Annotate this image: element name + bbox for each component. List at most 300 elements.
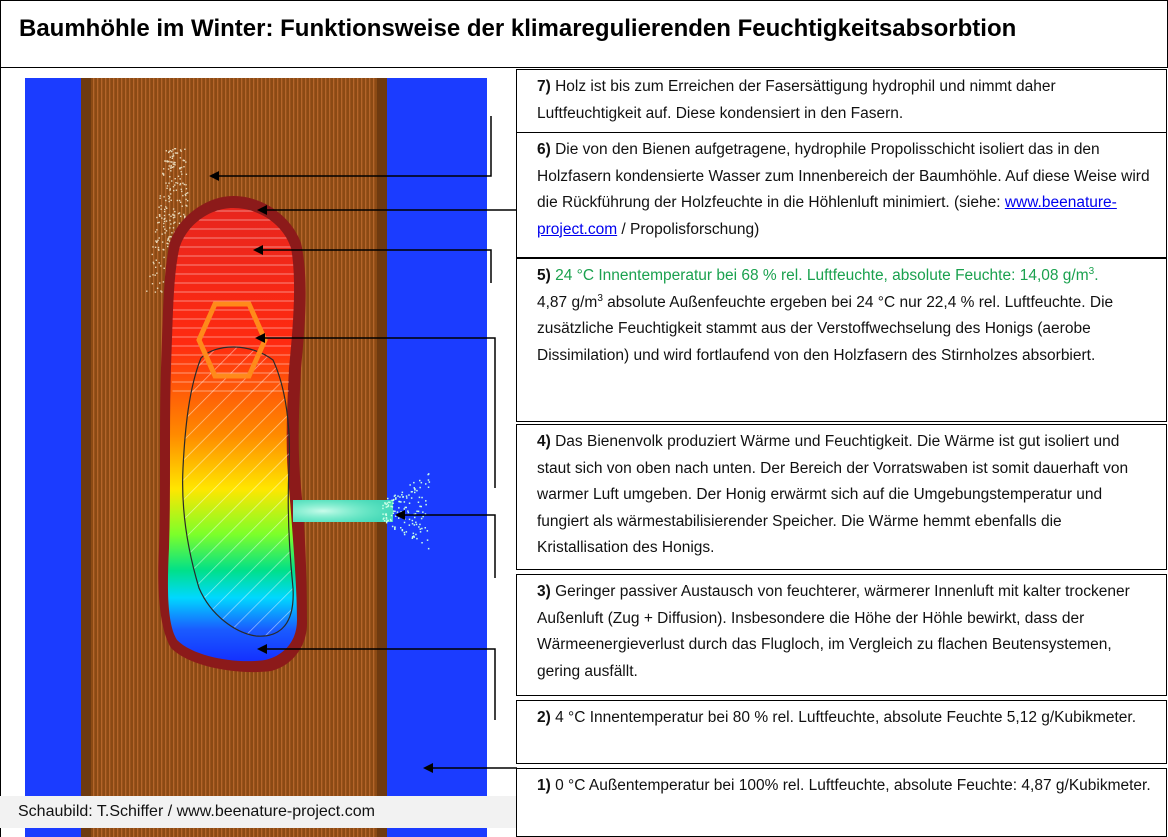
spray-speck <box>386 517 388 519</box>
spray-speck <box>412 536 414 538</box>
spray-speck <box>402 496 404 498</box>
callout-box-1 <box>516 768 1167 837</box>
moisture-speck <box>185 184 186 185</box>
moisture-speck <box>174 215 175 216</box>
moisture-speck <box>167 185 168 186</box>
spray-speck <box>425 504 427 506</box>
spray-speck <box>422 516 424 518</box>
spray-speck <box>420 531 422 533</box>
moisture-speck <box>159 282 160 283</box>
spray-speck <box>421 506 423 508</box>
moisture-speck <box>172 214 173 215</box>
callout-text: Die von den Bienen aufgetragene, hydrophile Propolisschicht isoliert das in den Holzfasern kondensierte Wasser zum Innenbereich der Baumhöhle. Auf diese Weise wird die Rückführung der Holzfeuchte in die Höhlenluft minimiert. (siehe: <box>537 141 1150 211</box>
moisture-speck <box>163 226 164 227</box>
spray-speck <box>418 502 420 504</box>
moisture-speck <box>159 198 160 199</box>
moisture-speck <box>155 267 156 268</box>
moisture-speck <box>181 189 182 190</box>
callout-number: 5) <box>537 267 551 284</box>
spray-speck <box>392 506 394 508</box>
spray-speck <box>382 505 384 507</box>
spray-speck <box>419 524 421 526</box>
moisture-speck <box>181 191 182 192</box>
spray-speck <box>425 527 427 529</box>
moisture-speck <box>162 173 163 174</box>
moisture-speck <box>186 193 187 194</box>
moisture-speck <box>186 188 187 189</box>
moisture-speck <box>180 149 181 150</box>
moisture-speck <box>171 200 172 201</box>
moisture-speck <box>160 205 161 206</box>
spray-speck <box>387 520 389 522</box>
moisture-speck <box>185 205 186 206</box>
moisture-speck <box>179 200 180 201</box>
spray-speck <box>384 520 386 522</box>
moisture-speck <box>167 240 168 241</box>
spray-speck <box>419 480 421 482</box>
spray-speck <box>409 519 411 521</box>
moisture-speck <box>176 190 177 191</box>
moisture-speck <box>174 211 175 212</box>
moisture-speck <box>156 241 157 242</box>
spray-speck <box>394 511 396 512</box>
callout-text: 0 °C Außentemperatur bei 100% rel. Luftfeuchte, absolute Feuchte: 4,87 g/Kubikmeter. <box>555 777 1151 794</box>
moisture-speck <box>169 240 170 241</box>
moisture-speck <box>156 273 157 274</box>
spray-speck <box>392 503 394 505</box>
spray-speck <box>401 494 403 496</box>
callout-text: Geringer passiver Austausch von feuchterer, wärmerer Innenluft mit kalter trockener Außenluft (Zug + Diffusion). Insbesondere die Höhe der Höhle bewirkt, dass der Wärmeenergieverlust durch das Flugloch, im Vergleich zu flachen Beutensystemen, gering ausfällt. <box>537 583 1130 680</box>
spray-speck <box>393 510 395 512</box>
spray-speck <box>409 484 411 486</box>
spray-speck <box>419 497 421 499</box>
moisture-speck <box>168 198 169 199</box>
moisture-speck <box>158 247 159 248</box>
moisture-speck <box>152 283 153 284</box>
moisture-speck <box>159 262 160 263</box>
spray-speck <box>420 528 422 530</box>
spray-speck <box>386 518 388 520</box>
moisture-speck <box>180 178 181 179</box>
spray-speck <box>414 492 416 494</box>
moisture-speck <box>146 291 147 292</box>
moisture-speck <box>187 200 188 201</box>
spray-speck <box>428 487 430 489</box>
beenature-link[interactable]: www.beenature-project.com <box>537 194 1117 238</box>
spray-speck <box>391 515 393 517</box>
moisture-speck <box>163 257 164 258</box>
moisture-speck <box>160 265 161 266</box>
moisture-speck <box>180 216 181 217</box>
inner-climate-value: 24 °C Innentemperatur bei 68 % rel. Luftfeuchte, absolute Feuchte: 14,08 g/m <box>555 267 1089 284</box>
moisture-speck <box>180 202 181 203</box>
moisture-speck <box>165 206 166 207</box>
moisture-speck <box>184 216 185 217</box>
moisture-speck <box>187 192 188 193</box>
moisture-speck <box>182 206 183 207</box>
spray-speck <box>394 495 396 497</box>
moisture-speck <box>170 216 171 217</box>
moisture-speck <box>164 209 165 210</box>
illustration-panel <box>0 68 517 837</box>
moisture-speck <box>153 263 154 264</box>
moisture-speck <box>155 291 156 292</box>
moisture-speck <box>164 232 165 233</box>
spray-speck <box>398 517 400 519</box>
spray-speck <box>418 526 420 528</box>
moisture-speck <box>155 231 156 232</box>
moisture-speck <box>156 229 157 230</box>
moisture-speck <box>181 151 182 152</box>
spray-speck <box>404 508 406 510</box>
spray-speck <box>385 514 387 516</box>
spray-speck <box>402 492 404 494</box>
moisture-speck <box>173 208 174 209</box>
inner-climate-text <box>555 267 1098 284</box>
moisture-speck <box>166 150 167 151</box>
moisture-speck <box>168 238 169 239</box>
moisture-speck <box>163 249 164 250</box>
spray-speck <box>425 500 427 502</box>
spray-speck <box>408 494 410 496</box>
title-bar <box>0 0 1168 68</box>
moisture-speck <box>183 160 184 161</box>
callout-number: 1) <box>537 777 551 794</box>
moisture-speck <box>175 182 176 183</box>
callout-text <box>537 294 1113 364</box>
moisture-speck <box>174 148 175 149</box>
moisture-speck <box>173 190 174 191</box>
moisture-speck <box>181 167 182 168</box>
moisture-speck <box>166 208 167 209</box>
spray-speck <box>392 526 394 528</box>
callout-text-rest: absolute Außenfeuchte ergeben bei 24 °C nur 22,4 % rel. Luftfeuchte. Die zusätzliche Feuchtigkeit stammt aus der Verstoffwechselung des Honigs (aerobe Dissimilation) und wird fortlaufend von den Holzfasern des Stirnholzes absorbiert. <box>537 293 1114 364</box>
spray-speck <box>421 528 423 530</box>
moisture-speck <box>179 184 180 185</box>
moisture-speck <box>173 217 174 218</box>
spray-speck <box>391 500 393 502</box>
moisture-speck <box>182 195 183 196</box>
moisture-speck <box>171 165 172 166</box>
spray-speck <box>425 483 427 485</box>
spray-speck <box>411 497 413 499</box>
moisture-speck <box>168 161 169 162</box>
moisture-speck <box>164 215 165 216</box>
spray-speck <box>384 502 386 504</box>
callout-text-end: / Propolisforschung) <box>617 220 760 238</box>
moisture-speck <box>164 221 165 222</box>
moisture-speck <box>155 247 156 248</box>
moisture-speck <box>167 243 168 244</box>
spray-speck <box>390 519 392 521</box>
unit-superscript: 3 <box>597 292 603 304</box>
spray-speck <box>386 506 388 508</box>
spray-speck <box>414 536 416 538</box>
moisture-speck <box>171 232 172 233</box>
spray-speck <box>409 524 411 526</box>
spray-speck <box>421 518 423 520</box>
outside-humidity-value: 4,87 g/m <box>537 293 598 311</box>
moisture-speck <box>163 281 164 282</box>
moisture-speck <box>165 182 166 183</box>
spray-speck <box>416 490 418 492</box>
spray-speck <box>388 504 390 506</box>
spray-speck <box>387 498 389 500</box>
moisture-speck <box>163 223 164 224</box>
spray-speck <box>429 481 431 483</box>
moisture-speck <box>170 168 171 169</box>
moisture-speck <box>163 196 164 197</box>
spray-speck <box>406 497 408 499</box>
spray-speck <box>397 511 399 513</box>
moisture-speck <box>179 212 180 213</box>
spray-speck <box>404 501 406 503</box>
spray-speck <box>416 538 418 540</box>
moisture-speck <box>160 195 161 196</box>
moisture-speck <box>169 151 170 152</box>
bark-left <box>81 78 91 837</box>
spray-speck <box>418 511 420 512</box>
moisture-speck <box>184 149 185 150</box>
tree-cavity-illustration <box>1 68 517 837</box>
moisture-speck <box>158 250 159 251</box>
moisture-speck <box>179 223 180 224</box>
spray-speck <box>407 510 409 512</box>
inner-climate-end: . <box>1094 267 1099 284</box>
moisture-speck <box>157 222 158 223</box>
moisture-speck <box>170 170 171 171</box>
callout-number: 3) <box>537 583 551 600</box>
spray-speck <box>399 496 401 498</box>
callout-number: 4) <box>537 433 551 450</box>
spray-speck <box>395 498 397 500</box>
callout-text: 4 °C Innentemperatur bei 80 % rel. Luftfeuchte, absolute Feuchte 5,12 g/Kubikmeter. <box>555 709 1137 726</box>
spray-speck <box>415 522 417 524</box>
moisture-speck <box>160 290 161 291</box>
unit-superscript: 3 <box>1088 265 1095 277</box>
moisture-speck <box>183 214 184 215</box>
moisture-speck <box>169 165 170 166</box>
spray-speck <box>404 534 406 536</box>
spray-speck <box>405 507 407 509</box>
moisture-speck <box>169 189 170 190</box>
moisture-speck <box>152 246 153 247</box>
spray-speck <box>382 508 384 510</box>
moisture-speck <box>157 288 158 289</box>
spray-speck <box>412 538 414 540</box>
moisture-speck <box>159 216 160 217</box>
moisture-speck <box>173 223 174 224</box>
spray-speck <box>404 532 406 534</box>
spray-speck <box>414 488 416 490</box>
moisture-speck <box>155 275 156 276</box>
moisture-speck <box>181 171 182 172</box>
moisture-speck <box>169 214 170 215</box>
moisture-speck <box>168 236 169 237</box>
spray-speck <box>404 522 406 524</box>
moisture-speck <box>166 230 167 231</box>
moisture-speck <box>166 220 167 221</box>
moisture-speck <box>158 207 159 208</box>
moisture-speck <box>169 227 170 228</box>
spray-speck <box>416 524 418 526</box>
callout-text: Das Bienenvolk produziert Wärme und Feuchtigkeit. Die Wärme ist gut isoliert und staut sich von oben nach unten. Der Bereich der Vorratswaben ist somit dauerhaft von warmer Luft umgeben. Der Honig erwärmt sich auf die Umgebungstemperatur und fungiert als wärmestabilisierender Speicher. Die Wärme hemmt ebenfalls die Kristallisation des Honigs. <box>537 433 1129 556</box>
moisture-speck <box>164 218 165 219</box>
moisture-speck <box>177 183 178 184</box>
moisture-speck <box>173 164 174 165</box>
moisture-speck <box>178 176 179 177</box>
spray-speck <box>397 495 399 497</box>
moisture-speck <box>172 158 173 159</box>
spray-speck <box>393 499 395 501</box>
spray-speck <box>421 542 423 544</box>
spray-speck <box>395 515 397 517</box>
moisture-speck <box>157 240 158 241</box>
spray-speck <box>419 487 421 489</box>
moisture-speck <box>175 178 176 179</box>
moisture-speck <box>179 168 180 169</box>
moisture-speck <box>185 199 186 200</box>
image-credit: Schaubild: T.Schiffer / www.beenature-project.com <box>0 796 516 828</box>
spray-speck <box>411 491 413 493</box>
callout-number: 7) <box>537 78 551 95</box>
spray-speck <box>382 513 384 515</box>
spray-speck <box>400 527 402 529</box>
moisture-speck <box>161 217 162 218</box>
spray-speck <box>413 533 415 535</box>
moisture-speck <box>153 262 154 263</box>
spray-speck <box>412 523 414 525</box>
moisture-speck <box>177 200 178 201</box>
moisture-speck <box>169 220 170 221</box>
moisture-speck <box>182 183 183 184</box>
spray-speck <box>402 530 404 532</box>
moisture-speck <box>185 195 186 196</box>
moisture-speck <box>185 161 186 162</box>
moisture-speck <box>168 183 169 184</box>
spray-speck <box>428 479 430 481</box>
callout-text: Holz ist bis zum Erreichen der Fasersättigung hydrophil und nimmt daher Luftfeuchtigkeit auf. Diese kondensiert in den Fasern. <box>537 78 1056 122</box>
moisture-speck <box>169 176 170 177</box>
moisture-speck <box>176 152 177 153</box>
moisture-speck <box>159 222 160 223</box>
spray-speck <box>393 513 395 515</box>
moisture-speck <box>159 214 160 215</box>
moisture-speck <box>169 201 170 202</box>
callout-number: 2) <box>537 709 551 726</box>
moisture-speck <box>181 174 182 175</box>
callout-box-2 <box>516 700 1167 764</box>
entrance-airflow <box>293 500 393 522</box>
moisture-speck <box>171 180 172 181</box>
moisture-speck <box>152 274 153 275</box>
spray-speck <box>409 503 411 505</box>
spray-speck <box>413 482 415 484</box>
spray-speck <box>398 507 400 509</box>
moisture-speck <box>165 200 166 201</box>
moisture-speck <box>170 193 171 194</box>
spray-speck <box>427 539 429 541</box>
spray-speck <box>408 512 410 514</box>
spray-speck <box>387 502 389 504</box>
moisture-speck <box>164 211 165 212</box>
spray-speck <box>421 482 423 484</box>
moisture-speck <box>172 167 173 168</box>
spray-speck <box>421 497 423 499</box>
moisture-speck <box>167 246 168 247</box>
spray-speck <box>394 529 396 531</box>
moisture-speck <box>180 157 181 158</box>
moisture-speck <box>173 166 174 167</box>
moisture-speck <box>162 233 163 234</box>
moisture-speck <box>171 151 172 152</box>
spray-speck <box>386 522 388 524</box>
spray-speck <box>412 520 414 522</box>
moisture-speck <box>170 223 171 224</box>
moisture-speck <box>166 188 167 189</box>
moisture-speck <box>162 241 163 242</box>
callout-number: 6) <box>537 141 551 158</box>
moisture-speck <box>186 174 187 175</box>
spray-speck <box>427 530 429 532</box>
moisture-speck <box>152 254 153 255</box>
callout-box-4 <box>516 424 1167 570</box>
moisture-speck <box>173 153 174 154</box>
moisture-speck <box>172 149 173 150</box>
moisture-speck <box>183 166 184 167</box>
spray-speck <box>422 511 424 513</box>
moisture-speck <box>175 152 176 153</box>
spray-speck <box>406 495 408 497</box>
moisture-speck <box>170 166 171 167</box>
spray-speck <box>383 518 385 520</box>
moisture-speck <box>170 236 171 237</box>
callout-box-3 <box>516 574 1167 696</box>
moisture-speck <box>156 217 157 218</box>
moisture-speck <box>155 240 156 241</box>
moisture-speck <box>164 229 165 230</box>
moisture-speck <box>165 160 166 161</box>
moisture-speck <box>156 260 157 261</box>
moisture-speck <box>168 195 169 196</box>
moisture-speck <box>170 157 171 158</box>
moisture-speck <box>163 168 164 169</box>
moisture-speck <box>167 160 168 161</box>
moisture-speck <box>172 156 173 157</box>
spray-speck <box>414 517 416 519</box>
spray-speck <box>406 531 408 533</box>
diagram-title: Baumhöhle im Winter: Funktionsweise der klimaregulierenden Feuchtigkeitsabsorbtion <box>19 15 1017 42</box>
spray-speck <box>415 534 417 536</box>
moisture-speck <box>161 209 162 210</box>
moisture-speck <box>174 162 175 163</box>
spray-speck <box>428 548 430 550</box>
moisture-speck <box>184 184 185 185</box>
moisture-speck <box>168 168 169 169</box>
moisture-speck <box>173 186 174 187</box>
moisture-speck <box>170 150 171 151</box>
spray-speck <box>399 501 401 503</box>
moisture-speck <box>173 227 174 228</box>
moisture-speck <box>170 188 171 189</box>
bark-right <box>377 78 387 837</box>
moisture-speck <box>174 216 175 217</box>
spray-speck <box>389 502 391 504</box>
moisture-speck <box>159 237 160 238</box>
moisture-speck <box>149 276 150 277</box>
callout-box-7 <box>516 69 1167 133</box>
spray-speck <box>416 511 418 513</box>
